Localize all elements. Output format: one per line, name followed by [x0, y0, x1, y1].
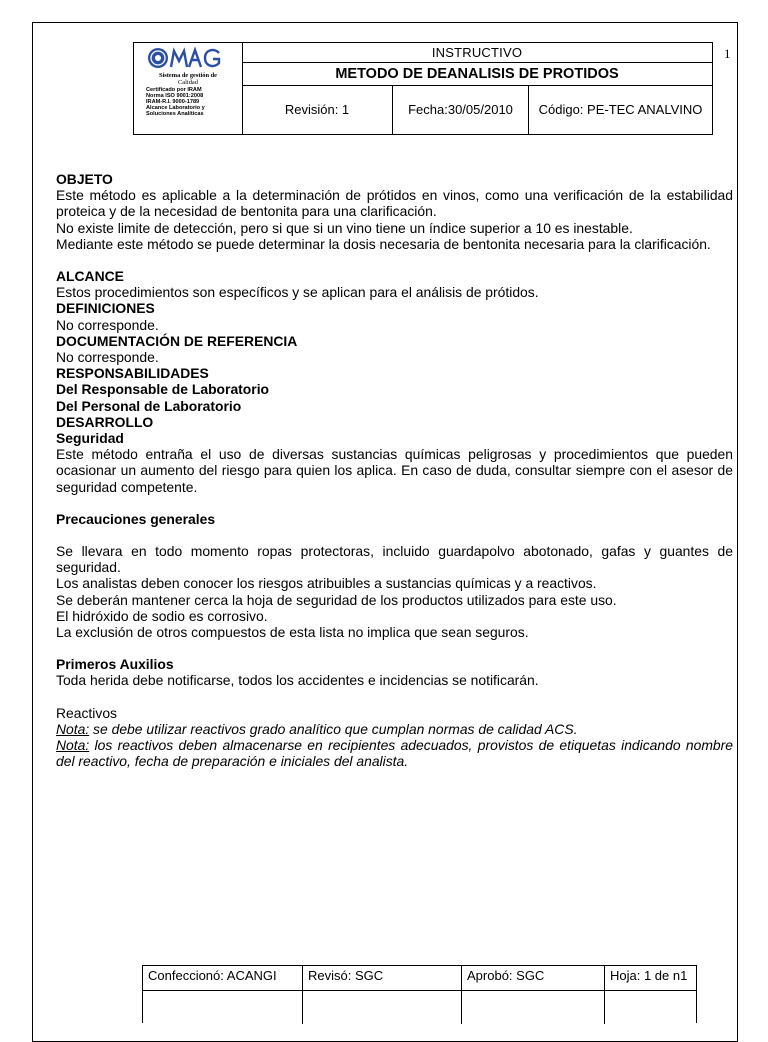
reviso-cell: Revisó: SGC: [303, 966, 462, 1024]
section-title-desarrollo: DESARROLLO: [56, 413, 154, 430]
reactivos-title: Reactivos: [56, 704, 117, 721]
precauciones-paragraph: La exclusión de otros compuestos de esta lista no implica que sean seguros.: [56, 624, 529, 641]
precauciones-paragraph: Se deberán mantener cerca la hoja de seguridad de los productos utilizados para este uso.: [56, 591, 617, 608]
date-cell: Fecha:30/05/2010: [393, 86, 529, 134]
section-title-docref: DOCUMENTACIÓN DE REFERENCIA: [56, 332, 298, 349]
doc-type: INSTRUCTIVO: [242, 43, 712, 63]
logo-cert-line: Certificado por IRAM: [146, 87, 202, 93]
logo-cert-line: IRAM-R.I. 9000-1789: [146, 99, 200, 105]
nota-label: Nota:: [56, 737, 90, 754]
nota-1: [56, 721, 733, 737]
subsection-seguridad: Seguridad: [56, 430, 124, 447]
approval-footer-table: [142, 965, 697, 1023]
nota-label: Nota:: [56, 720, 90, 737]
section-title-definiciones: DEFINICIONES: [56, 300, 155, 317]
logo-cert-line: Soluciones Analíticas: [146, 111, 204, 117]
definiciones-text: No corresponde.: [56, 316, 159, 333]
subsection-precauciones: Precauciones generales: [56, 510, 216, 527]
subsection-personal-lab: Del Personal de Laboratorio: [56, 397, 242, 414]
mag-logo: [147, 46, 227, 70]
revision-cell: Revisión: 1: [242, 86, 393, 134]
seguridad-text: Este método entraña el uso de diversas sustancias químicas peligrosas y procedimientos que pueden ocasionar un aumento del riesgo para quien los aplica. En caso de duda, consultar siempre con el asesor de seguridad competente.: [56, 446, 733, 495]
logo-org-line1: Sistema de gestión de: [158, 72, 218, 79]
subsection-responsable-lab: Del Responsable de Laboratorio: [56, 381, 270, 398]
document-header-table: [133, 42, 713, 135]
docref-text: No corresponde.: [56, 349, 159, 366]
subsection-primeros-auxilios: Primeros Auxilios: [56, 656, 174, 673]
nota-1-text: se debe utilizar reactivos grado analítico que cumplan normas de calidad ACS.: [89, 720, 578, 737]
company-logo-block: [134, 43, 243, 134]
precauciones-paragraph: Los analistas deben conocer los riesgos atribuibles a sustancias químicas y a reactivos.: [56, 575, 597, 592]
nota-2-text: los reactivos deben almacenarse en recipientes adecuados, provistos de etiquetas indicando nombre del reactivo, fecha de preparación e iniciales del analista.: [56, 737, 733, 770]
objeto-paragraph: Mediante este método se puede determinar la dosis necesaria de bentonita necesaria para la clarificación.: [56, 235, 711, 252]
precauciones-paragraph: El hidróxido de sodio es corrosivo.: [56, 607, 268, 624]
document-body: [56, 171, 733, 770]
confecciono-cell: Confeccionó: ACANGI: [143, 966, 303, 1024]
objeto-paragraph: Este método es aplicable a la determinación de prótidos en vinos, como una verificación de la estabilidad proteica y de la necesidad de bentonita para una clarificación.: [56, 187, 733, 220]
aprobo-cell: Aprobó: SGC: [462, 966, 605, 1024]
nota-2: [56, 737, 733, 769]
auxilios-text: Toda herida debe notificarse, todos los accidentes e incidencias se notificarán.: [56, 672, 539, 689]
logo-org-line2: Calidad: [178, 79, 198, 86]
hoja-cell: Hoja: 1 de n1: [610, 968, 688, 983]
doc-title: METODO DE DEANALISIS DE PROTIDOS: [242, 63, 712, 86]
precauciones-paragraph: Se llevara en todo momento ropas protectoras, incluido guardapolvo abotonado, gafas y guantes de seguridad.: [56, 543, 733, 576]
alcance-text: Estos procedimientos son específicos y se aplican para el análisis de prótidos.: [56, 284, 539, 301]
section-title-alcance: ALCANCE: [56, 268, 124, 285]
objeto-paragraph: No existe limite de detección, pero si que si un vino tiene un índice superior a 10 es inestable.: [56, 219, 633, 236]
code-cell: Código: PE-TEC ANALVINO: [538, 102, 703, 117]
page-number: 1: [724, 46, 731, 61]
section-title-objeto: OBJETO: [56, 171, 113, 187]
logo-cert-line: Norma ISO 9001:2008: [146, 93, 204, 99]
section-title-responsabilidades: RESPONSABILIDADES: [56, 365, 209, 382]
logo-cert-line: Alcance Laboratorio y: [146, 105, 205, 111]
